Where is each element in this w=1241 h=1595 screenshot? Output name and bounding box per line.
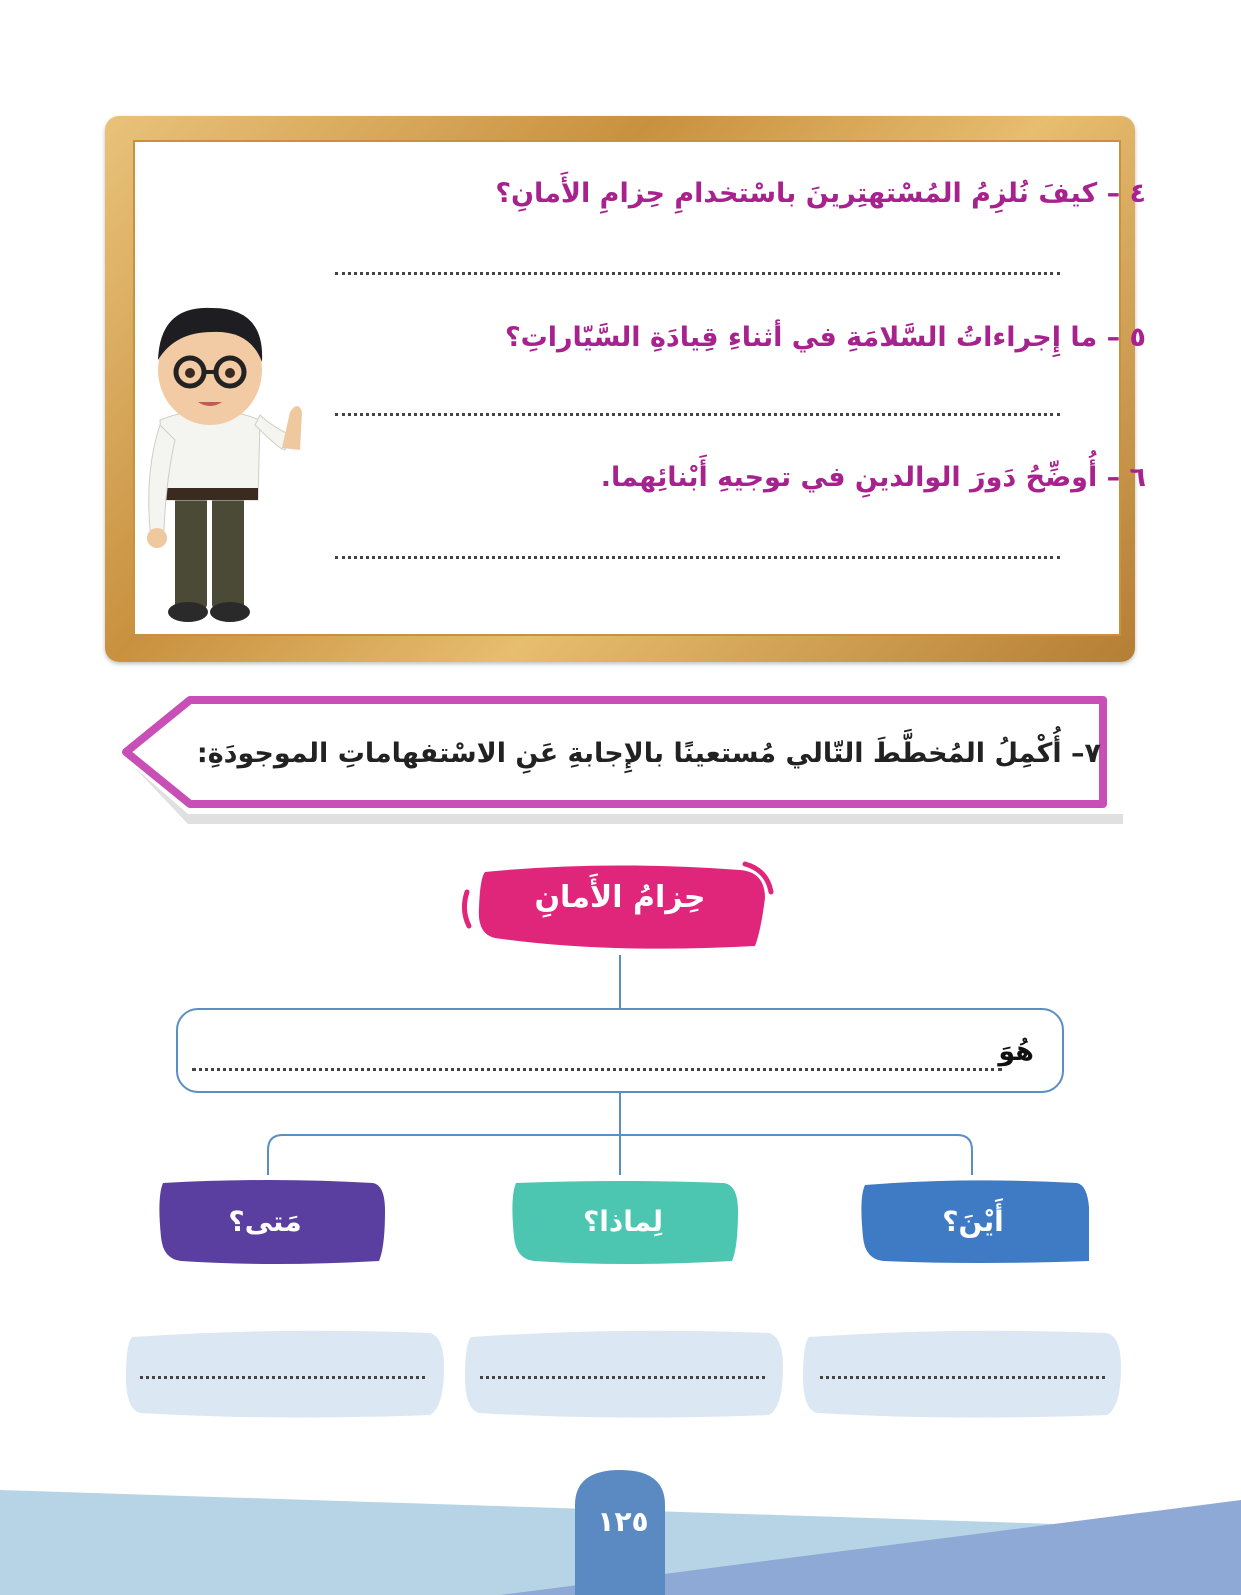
definition-label: هُوَ	[998, 1036, 1034, 1067]
diagram-title: حِزامُ الأَمانِ	[534, 880, 706, 915]
when-answer-line[interactable]	[140, 1376, 425, 1379]
question-6: ٦ – أُوضِّحُ دَورَ الوالدينِ في توجيهِ أَبْنائِهما.	[600, 462, 1146, 493]
why-label: لِماذا؟	[582, 1205, 663, 1238]
when-answer-box	[118, 1327, 448, 1422]
question-7: ٧– أُكْمِلُ المُخطَّطَ التّالي مُستعينًا بالإِجابةِ عَنِ الاسْتفهاماتِ الموجودَةِ:	[196, 738, 1101, 769]
question-4: ٤ – كيفَ نُلزِمُ المُسْتهتِرينَ باسْتخدامِ حِزامِ الأَمانِ؟	[495, 178, 1146, 209]
where-answer-box	[795, 1327, 1125, 1422]
why-answer-line[interactable]	[480, 1376, 765, 1379]
page-number: ١٢٥	[597, 1505, 649, 1538]
answer-line-4[interactable]	[335, 272, 1060, 275]
definition-answer-line[interactable]	[192, 1068, 1002, 1071]
when-label: مَتى؟	[228, 1205, 302, 1238]
answer-line-5[interactable]	[335, 413, 1060, 416]
where-label: أَيْنَ؟	[942, 1205, 1004, 1238]
teacher-boy-illustration	[130, 300, 310, 635]
why-answer-box	[457, 1327, 787, 1422]
where-answer-line[interactable]	[820, 1376, 1105, 1379]
answer-line-6[interactable]	[335, 556, 1060, 559]
question-5: ٥ – ما إِجراءاتُ السَّلامَةِ في أثناءِ قِيادَةِ السَّيّاراتِ؟	[504, 322, 1146, 353]
definition-box	[176, 1008, 1064, 1093]
